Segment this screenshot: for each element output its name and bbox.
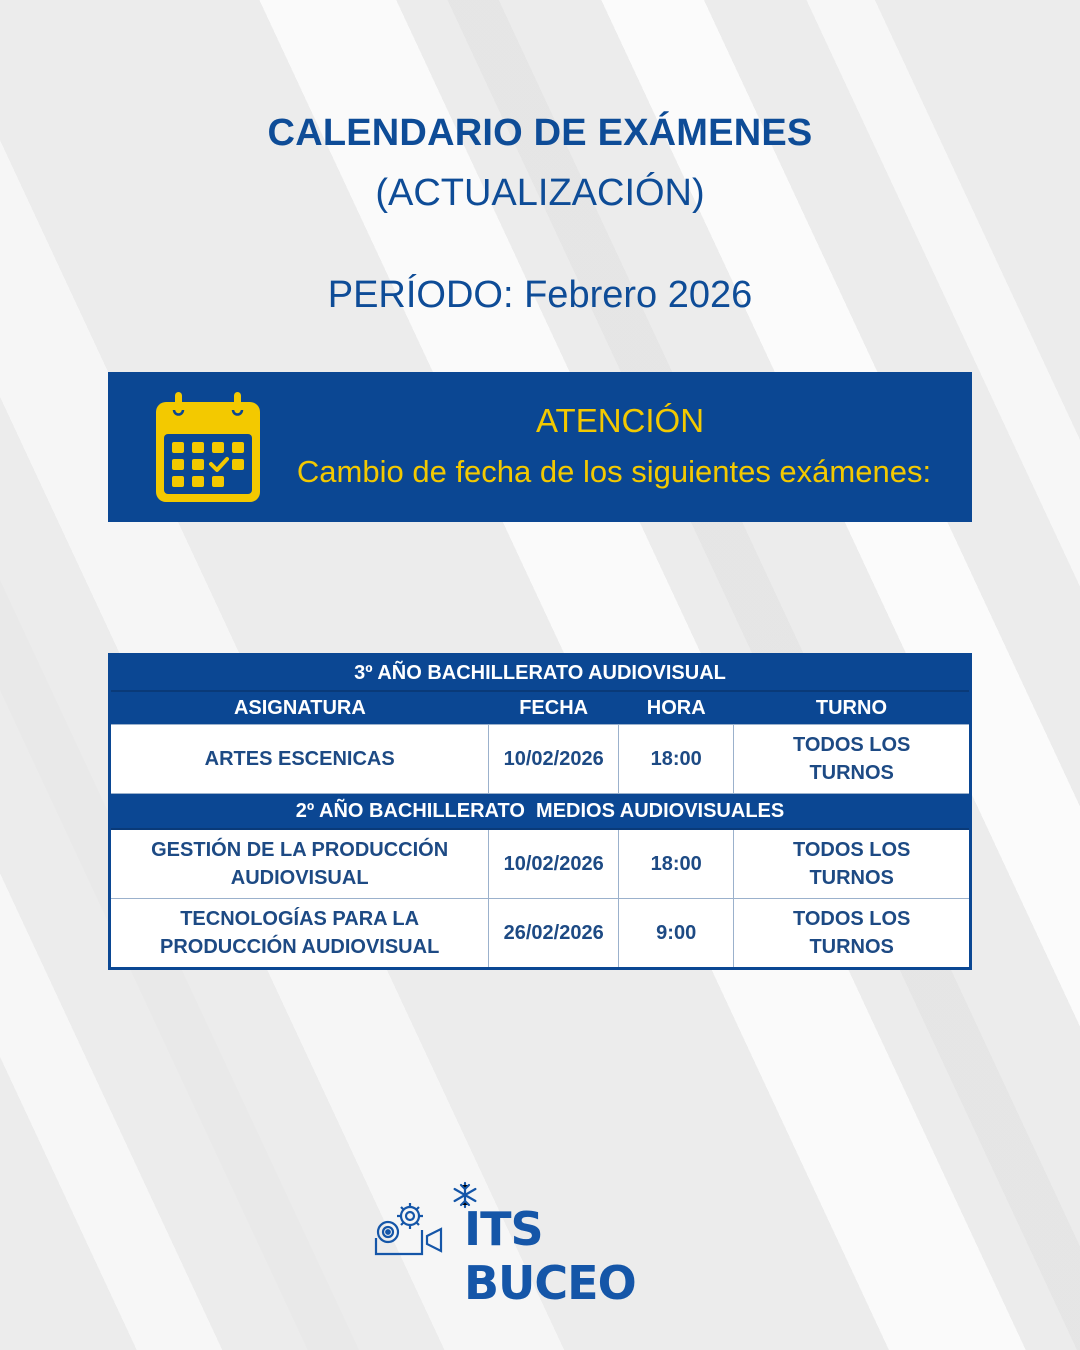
section-title: 2º AÑO BACHILLERATO MEDIOS AUDIOVISUALES [110,794,971,830]
cell-asignatura [110,829,489,899]
cell-turno-text: TODOS LOS TURNOS [792,908,911,958]
exam-schedule-table [108,653,972,970]
column-header-asignatura: ASIGNATURA [110,691,489,725]
table-row [110,899,971,969]
cell-turno [734,829,971,899]
notice-banner [108,372,972,522]
table-row [110,829,971,899]
cell-hora: 18:00 [619,725,734,794]
column-header-turno: TURNO [734,691,971,725]
page-subtitle: (ACTUALIZACIÓN) [375,172,705,214]
cell-fecha: 26/02/2026 [489,899,619,969]
logo-text: ITS BUCEO [464,1202,636,1310]
cell-asignatura [110,899,489,969]
cell-turno-text: TODOS LOS TURNOS [792,839,911,889]
notice-message: Cambio de fecha de los siguientes exámenes: [296,454,932,489]
column-header-row [110,691,971,725]
cell-turno [734,725,971,794]
cell-fecha: 10/02/2026 [489,725,619,794]
cell-asignatura: ARTES ESCENICAS [110,725,489,794]
column-header-hora: HORA [619,691,734,725]
cell-asignatura-text: TECNOLOGÍAS PARA LA PRODUCCIÓN AUDIOVISUAL [160,908,440,958]
section-title: 3º AÑO BACHILLERATO AUDIOVISUAL [110,655,971,692]
section-header-row [110,655,971,692]
calendar-check-icon [148,388,268,508]
cell-turno [734,899,971,969]
column-header-fecha: FECHA [489,691,619,725]
cell-fecha: 10/02/2026 [489,829,619,899]
notice-title: ATENCIÓN [535,402,705,439]
section-header-row [110,794,971,830]
cell-asignatura-text: GESTIÓN DE LA PRODUCCIÓN AUDIOVISUAL [151,839,449,889]
cell-hora: 18:00 [619,829,734,899]
table-row [110,725,971,794]
cell-turno-text: TODOS LOS TURNOS [792,734,911,784]
its-buceo-logo [372,1180,712,1310]
page-title: CALENDARIO DE EXÁMENES [267,112,813,154]
period-label: PERÍODO: Febrero 2026 [327,274,753,316]
cell-hora: 9:00 [619,899,734,969]
camera-gear-icon [372,1180,462,1260]
